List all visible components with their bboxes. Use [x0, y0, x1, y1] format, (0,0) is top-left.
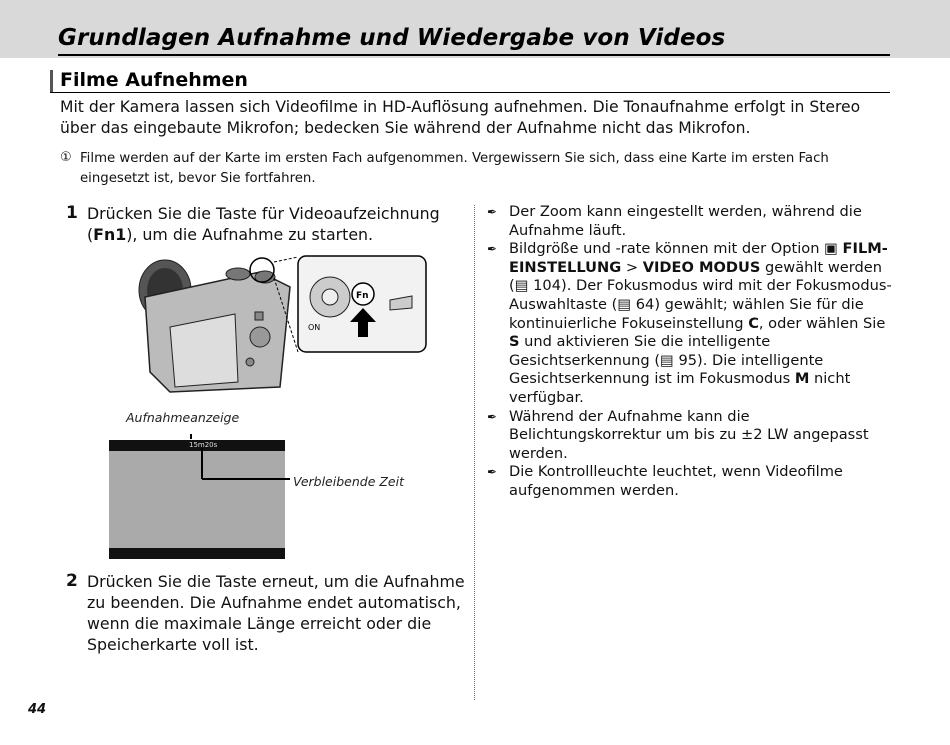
header-rule: [58, 54, 890, 56]
screen-bottom-bar: [109, 548, 285, 559]
on-label: ON: [308, 323, 321, 332]
chapter-title: Grundlagen Aufnahme und Wiedergabe von Videos: [58, 25, 726, 51]
section-title: Filme Aufnehmen: [60, 69, 248, 91]
tip-2-text-b: gewählt werden (: [509, 258, 882, 295]
tip-2-text-c: und aktivieren Sie die intelligente Gesichtserkennung (: [509, 333, 771, 369]
step-2-number: 2: [66, 571, 78, 591]
tips-list: [487, 203, 897, 501]
book-icon: ▤: [617, 295, 632, 313]
tip-2-end: nicht verfügbar.: [509, 370, 851, 406]
tip-3-text: Während der Aufnahme kann die Belichtungskorrektur um bis zu ±2 LW angepasst werden.: [509, 407, 869, 462]
tip-2-item: VIDEO MODUS: [642, 258, 761, 276]
page-number: 44: [28, 702, 47, 717]
tip-2-text-a: Bildgröße und -rate können mit der Option: [509, 240, 820, 258]
book-icon: ▤: [514, 277, 529, 295]
book-icon: ▤: [660, 351, 674, 369]
note-icon: ✒: [487, 205, 498, 219]
tip-2-ref-1: 104). Der Fokusmodus wird mit der Fokusmodus-Auswahltaste (: [509, 277, 892, 313]
tip-item: [487, 463, 897, 500]
tip-1-text: Der Zoom kann eingestellt werden, während die Aufnahme läuft.: [509, 203, 862, 239]
step-2-text: Drücken Sie die Taste erneut, um die Aufnahme zu beenden. Die Aufnahme endet automatisch, wenn die maximale Länge erreicht oder die Speicherkarte voll ist.: [87, 572, 465, 654]
focus-mode-c: C: [748, 314, 759, 332]
intro-paragraph: Mit der Kamera lassen sich Videofilme in HD-Auflösung aufnehmen. Die Tonaufnahme erfolgt in Stereo über das eingebaute Mikrofon; bedecken Sie während der Aufnahme nicht das Mikrofon.: [60, 98, 861, 137]
movie-menu-icon: ▣: [824, 240, 838, 258]
tip-2-menu: FILM-EINSTELLUNG: [509, 240, 888, 276]
focus-mode-m: M: [794, 370, 810, 388]
step-1-text-a: Drücken Sie die Taste für Videoaufzeichnung (: [87, 204, 440, 244]
tip-4-text: Die Kontrollleuchte leuchtet, wenn Videofilme aufgenommen werden.: [509, 463, 843, 499]
step-1-text: [87, 203, 472, 245]
remaining-time-readout: 15m20s: [189, 441, 218, 449]
note-icon: ✒: [487, 242, 498, 257]
column-divider: [474, 205, 475, 700]
camera-illustration: [120, 252, 430, 397]
fn1-key-label: Fn1: [93, 225, 127, 244]
recording-indicator-label: Aufnahmeanzeige: [126, 410, 240, 425]
tip-2-separator: >: [625, 258, 639, 276]
section-marker: [50, 70, 53, 92]
note-icon: ✒: [487, 409, 498, 424]
caution-note: Filme werden auf der Karte im ersten Fach aufgenommen. Vergewissern Sie sich, dass eine Karte im ersten Fach eingesetzt ist, bevor Sie fortfahren.: [80, 151, 829, 186]
tip-item: [487, 203, 897, 240]
section-rule: [50, 92, 890, 93]
tip-item: [487, 408, 897, 464]
remaining-time-label: Verbleibende Zeit: [293, 474, 404, 489]
step-1-text-b: ), um die Aufnahme zu starten.: [126, 225, 374, 244]
remaining-time-callout: [190, 432, 300, 492]
caution-icon: ①: [60, 150, 72, 165]
step-1-number: 1: [66, 203, 78, 223]
focus-mode-s: S: [509, 333, 520, 351]
tip-2-mid: , oder wählen Sie: [758, 314, 886, 332]
tip-2-ref-2: 64) gewählt; wählen Sie für die kontinuierliche Fokuseinstellung: [509, 295, 864, 332]
tip-item: [487, 240, 897, 407]
tip-2-ref-3: 95). Die intelligente Gesichtserkennung ist im Fokusmodus: [509, 351, 824, 388]
fn-button-label: Fn: [356, 291, 369, 301]
note-icon: ✒: [487, 465, 498, 480]
